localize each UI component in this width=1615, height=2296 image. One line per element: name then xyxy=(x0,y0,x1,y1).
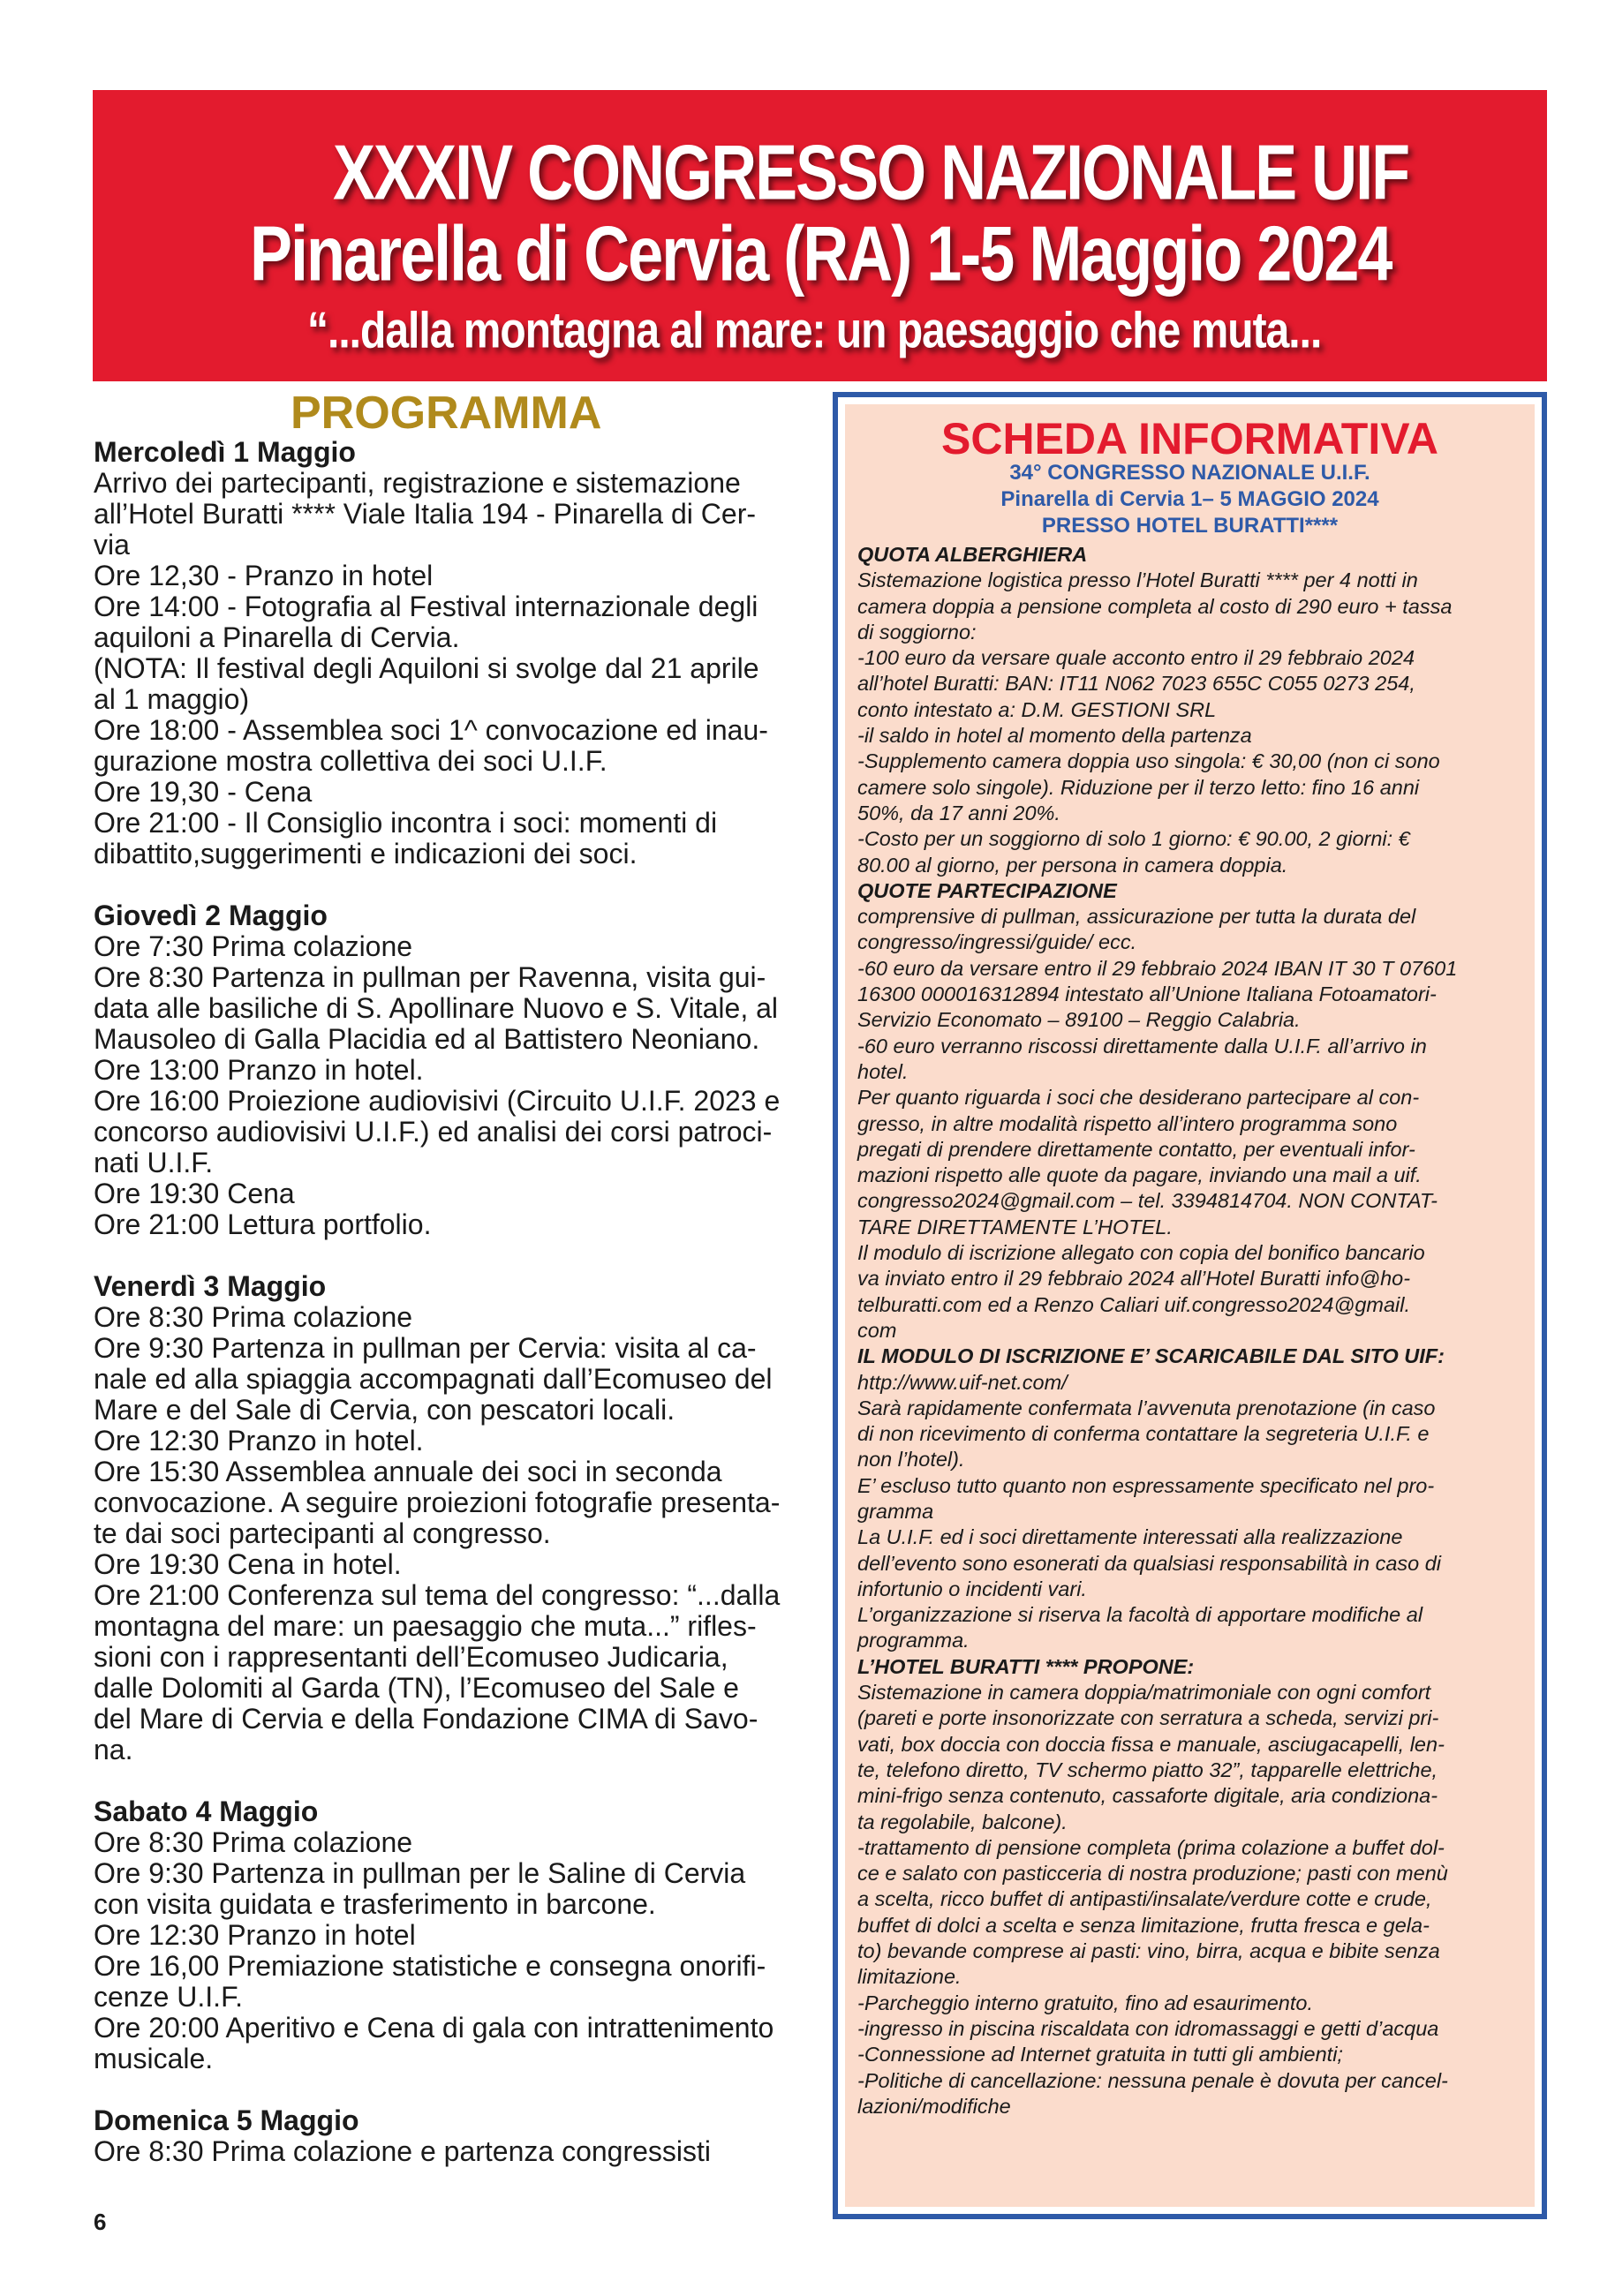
day-line: Ore 21:00 Conferenza sul tema del congresso: “...dalla xyxy=(94,1579,781,1611)
scheda-line: conto intestato a: D.M. GESTIONI SRL xyxy=(857,697,1217,721)
banner-subtitle: Pinarella di Cervia (RA) 1-5 Maggio 2024 xyxy=(250,211,1392,297)
day-line: Arrivo dei partecipanti, registrazione e sistemazione xyxy=(94,467,741,499)
day-line: Ore 19:30 Cena in hotel. xyxy=(94,1548,402,1580)
day-line: dibattito,suggerimenti e indicazioni dei soci. xyxy=(94,838,638,869)
day-title: Venerdì 3 Maggio xyxy=(94,1270,327,1302)
day-line: Ore 8:30 Prima colazione xyxy=(94,1826,413,1858)
scheda-line: -Connessione ad Internet gratuita in tutti gli ambienti; xyxy=(857,2043,1343,2066)
scheda-line: vati, box doccia con doccia fissa e manuale, asciugacapelli, len- xyxy=(857,1732,1445,1756)
scheda-line: mazioni rispetto alle quote da pagare, inviando una mail a uif. xyxy=(857,1163,1422,1187)
scheda-line: -ingresso in piscina riscaldata con idromassaggi e getti d’acqua xyxy=(857,2016,1439,2040)
day-line: Mare e del Sale di Cervia, con pescatori locali. xyxy=(94,1394,675,1426)
scheda-line: dell’evento sono esonerati da qualsiasi responsabilità in caso di xyxy=(857,1551,1442,1575)
scheda-line: 50%, da 17 anni 20%. xyxy=(857,801,1060,824)
scheda-line: di soggiorno: xyxy=(857,620,977,644)
scheda-line: non l’hotel). xyxy=(857,1448,965,1472)
day-line: nati U.I.F. xyxy=(94,1147,214,1178)
programma-day xyxy=(94,437,818,869)
scheda-section-heading: L’HOTEL BURATTI **** PROPONE: xyxy=(857,1654,1195,1678)
scheda-subtitle-congress: 34° CONGRESSO NAZIONALE U.I.F. xyxy=(1009,461,1370,485)
day-title: Domenica 5 Maggio xyxy=(94,2104,359,2136)
day-line: convocazione. A seguire proiezioni fotografie presenta- xyxy=(94,1487,781,1518)
scheda-line: hotel. xyxy=(857,1059,909,1083)
scheda-subtitle-hotel: PRESSO HOTEL BURATTI**** xyxy=(1041,514,1339,538)
scheda-line: -Politiche di cancellazione: nessuna penale è dovuta per cancel- xyxy=(857,2068,1448,2092)
day-line: Mausoleo di Galla Placidia ed al Battistero Neoniano. xyxy=(94,1023,760,1055)
scheda-line: camera doppia a pensione completa al costo di 290 euro + tassa xyxy=(857,594,1453,618)
day-line: Ore 21:00 Lettura portfolio. xyxy=(94,1208,432,1240)
day-line: Ore 21:00 - Il Consiglio incontra i soci: momenti di xyxy=(94,807,718,839)
day-line: aquiloni a Pinarella di Cervia. xyxy=(94,621,460,653)
programma-day xyxy=(94,1271,818,1765)
scheda-line: infortunio o incidenti vari. xyxy=(857,1577,1087,1600)
scheda-line: Sistemazione in camera doppia/matrimoniale con ogni comfort xyxy=(857,1681,1431,1705)
day-line: concorso audiovisivi U.I.F.) ed analisi dei corsi patroci- xyxy=(94,1116,773,1148)
day-line: all’Hotel Buratti **** Viale Italia 194 - Pinarella di Cer- xyxy=(94,498,756,530)
scheda-line: -100 euro da versare quale acconto entro il 29 febbraio 2024 xyxy=(857,646,1415,670)
day-line: nale ed alla spiaggia accompagnati dall’Ecomuseo del xyxy=(94,1363,773,1395)
banner-title: XXXIV CONGRESSO NAZIONALE UIF xyxy=(333,130,1409,216)
programma-day xyxy=(94,900,818,1240)
day-line: Ore 19:30 Cena xyxy=(94,1178,295,1209)
day-line: Ore 16,00 Premiazione statistiche e consegna onorifi- xyxy=(94,1950,766,1982)
scheda-line: comprensive di pullman, assicurazione per tutta la durata del xyxy=(857,905,1416,929)
day-title: Giovedì 2 Maggio xyxy=(94,900,328,931)
scheda-line: ce e salato con pasticceria di nostra produzione; pasti con menù xyxy=(857,1862,1448,1886)
day-line: Ore 7:30 Prima colazione xyxy=(94,930,413,962)
scheda-line: a scelta, ricco buffet di antipasti/insalate/verdure cotte e crude, xyxy=(857,1887,1432,1911)
day-line: (NOTA: Il festival degli Aquiloni si svolge dal 21 aprile xyxy=(94,652,759,684)
scheda-line: programma. xyxy=(857,1629,970,1652)
scheda-line: 80.00 al giorno, per persona in camera doppia. xyxy=(857,853,1288,877)
scheda-background xyxy=(845,404,1535,2207)
scheda-line: http://www.uif-net.com/ xyxy=(857,1370,1068,1394)
programma-column xyxy=(94,437,818,2167)
scheda-line: -Costo per un soggiorno di solo 1 giorno: € 90.00, 2 giorni: € xyxy=(857,827,1410,851)
day-line: Ore 13:00 Pranzo in hotel. xyxy=(94,1054,424,1086)
scheda-line: camere solo singole). Riduzione per il terzo letto: fino 16 anni xyxy=(857,775,1420,799)
day-line: Ore 12,30 - Pranzo in hotel xyxy=(94,560,434,591)
banner-motto: “...dalla montagna al mare: un paesaggio che muta... xyxy=(307,303,1322,359)
scheda-line: -60 euro da versare entro il 29 febbraio 2024 IBAN IT 30 T 07601 xyxy=(857,956,1458,980)
scheda-line: lazioni/modifiche xyxy=(857,2094,1011,2118)
scheda-line: telburatti.com ed a Renzo Caliari uif.congresso2024@gmail. xyxy=(857,1292,1411,1316)
day-line: Ore 14:00 - Fotografia al Festival internazionale degli xyxy=(94,591,758,622)
day-line: Ore 12:30 Pranzo in hotel xyxy=(94,1919,416,1951)
scheda-line: va inviato entro il 29 febbraio 2024 all’Hotel Buratti info@ho- xyxy=(857,1267,1411,1291)
day-line: data alle basiliche di S. Apollinare Nuovo e S. Vitale, al xyxy=(94,992,778,1024)
scheda-line: congresso/ingressi/guide/ ecc. xyxy=(857,930,1137,954)
day-line: Ore 19,30 - Cena xyxy=(94,776,313,808)
scheda-section-heading: IL MODULO DI ISCRIZIONE E’ SCARICABILE DAL SITO UIF: xyxy=(857,1344,1445,1368)
scheda-section-heading: QUOTA ALBERGHIERA xyxy=(857,543,1088,566)
header-banner xyxy=(93,90,1547,381)
scheda-line: (pareti e porte insonorizzate con serratura a scheda, servizi pri- xyxy=(857,1706,1439,1730)
day-line: del Mare di Cervia e della Fondazione CIMA di Savo- xyxy=(94,1703,758,1735)
day-title: Sabato 4 Maggio xyxy=(94,1795,319,1827)
day-line: dalle Dolomiti al Garda (TN), l’Ecomuseo del Sale e xyxy=(94,1672,739,1704)
scheda-line: -60 euro verranno riscossi direttamente dalla U.I.F. all’arrivo in xyxy=(857,1034,1427,1058)
scheda-line: Sistemazione logistica presso l’Hotel Buratti **** per 4 notti in xyxy=(857,568,1418,592)
scheda-line: di non ricevimento di conferma contattare la segreteria U.I.F. e xyxy=(857,1422,1430,1446)
scheda-line: -il saldo in hotel al momento della partenza xyxy=(857,724,1252,748)
day-line: Ore 18:00 - Assemblea soci 1^ convocazione ed inau- xyxy=(94,714,768,746)
scheda-line: Il modulo di iscrizione allegato con copia del bonifico bancario xyxy=(857,1241,1425,1265)
scheda-line: E’ escluso tutto quanto non espressamente specificato nel pro- xyxy=(857,1473,1435,1497)
scheda-line: Per quanto riguarda i soci che desiderano partecipare al con- xyxy=(857,1086,1420,1110)
day-line: na. xyxy=(94,1734,133,1765)
scheda-informativa-box xyxy=(833,392,1547,2219)
scheda-line: gresso, in altre modalità rispetto all’intero programma sono xyxy=(857,1111,1398,1135)
day-line: te dai soci partecipanti al congresso. xyxy=(94,1517,551,1549)
day-line: Ore 16:00 Proiezione audiovisivi (Circuito U.I.F. 2023 e xyxy=(94,1085,781,1117)
day-line: con visita guidata e trasferimento in barcone. xyxy=(94,1888,656,1920)
scheda-line: ta regolabile, balcone). xyxy=(857,1810,1068,1833)
scheda-line: mini-frigo senza contenuto, cassaforte digitale, aria condiziona- xyxy=(857,1784,1438,1808)
scheda-body xyxy=(857,542,1526,2119)
scheda-line: -Supplemento camera doppia uso singola: € 30,00 (non ci sono xyxy=(857,749,1440,773)
programma-day xyxy=(94,1796,818,2074)
scheda-line: congresso2024@gmail.com – tel. 3394814704. NON CONTAT- xyxy=(857,1189,1438,1213)
scheda-line: buffet di dolci a scelta e senza limitazione, frutta fresca e gela- xyxy=(857,1913,1430,1937)
day-line: Ore 8:30 Prima colazione e partenza congressisti xyxy=(94,2135,712,2167)
day-line: Ore 8:30 Partenza in pullman per Ravenna, visita gui- xyxy=(94,961,766,993)
scheda-line: gramma xyxy=(857,1499,934,1523)
day-line: al 1 maggio) xyxy=(94,683,250,715)
scheda-line: limitazione. xyxy=(857,1965,962,1989)
day-line: via xyxy=(94,529,130,561)
scheda-line: 16300 000016312894 intestato all’Unione Italiana Fotoamatori- xyxy=(857,982,1437,1006)
scheda-line: La U.I.F. ed i soci direttamente interessati alla realizzazione xyxy=(857,1525,1403,1549)
day-line: montagna del mare: un paesaggio che muta...” rifles- xyxy=(94,1610,757,1642)
day-line: Ore 20:00 Aperitivo e Cena di gala con intrattenimento xyxy=(94,2012,774,2044)
scheda-line: L’organizzazione si riserva la facoltà di apportare modifiche al xyxy=(857,1603,1423,1627)
day-line: Ore 9:30 Partenza in pullman per Cervia: visita al ca- xyxy=(94,1332,757,1364)
day-line: Ore 8:30 Prima colazione xyxy=(94,1301,413,1333)
day-line: musicale. xyxy=(94,2043,214,2074)
scheda-line: -trattamento di pensione completa (prima colazione a buffet dol- xyxy=(857,1835,1445,1859)
programma-day xyxy=(94,2105,818,2167)
scheda-title: SCHEDA INFORMATIVA xyxy=(941,414,1438,463)
scheda-line: TARE DIRETTAMENTE L’HOTEL. xyxy=(857,1215,1173,1238)
day-line: Ore 9:30 Partenza in pullman per le Saline di Cervia xyxy=(94,1857,746,1889)
day-line: Ore 12:30 Pranzo in hotel. xyxy=(94,1425,424,1457)
scheda-line: to) bevande comprese ai pasti: vino, birra, acqua e bibite senza xyxy=(857,1939,1440,1963)
scheda-line: com xyxy=(857,1318,897,1342)
day-line: sioni con i rappresentanti dell’Ecomuseo Judicaria, xyxy=(94,1641,728,1673)
day-title: Mercoledì 1 Maggio xyxy=(94,436,356,468)
programma-heading: PROGRAMMA xyxy=(291,388,602,439)
scheda-subtitle-dates: Pinarella di Cervia 1– 5 MAGGIO 2024 xyxy=(1000,487,1379,511)
scheda-line: -Parcheggio interno gratuito, fino ad esaurimento. xyxy=(857,1991,1314,2014)
scheda-line: te, telefono diretto, TV schermo piatto 32”, tapparelle elettriche, xyxy=(857,1758,1438,1781)
scheda-line: all’hotel Buratti: BAN: IT11 N062 7023 655C C055 0273 254, xyxy=(857,672,1415,696)
scheda-line: pregati di prendere direttamente contatto, per eventuali infor- xyxy=(857,1137,1415,1161)
day-line: cenze U.I.F. xyxy=(94,1981,243,2013)
scheda-line: Servizio Economato – 89100 – Reggio Calabria. xyxy=(857,1008,1301,1032)
scheda-section-heading: QUOTE PARTECIPAZIONE xyxy=(857,878,1117,902)
day-line: Ore 15:30 Assemblea annuale dei soci in seconda xyxy=(94,1456,722,1487)
scheda-line: Sarà rapidamente confermata l’avvenuta prenotazione (in caso xyxy=(857,1396,1436,1419)
page-number: 6 xyxy=(94,2209,107,2235)
day-line: gurazione mostra collettiva dei soci U.I.F. xyxy=(94,745,608,777)
